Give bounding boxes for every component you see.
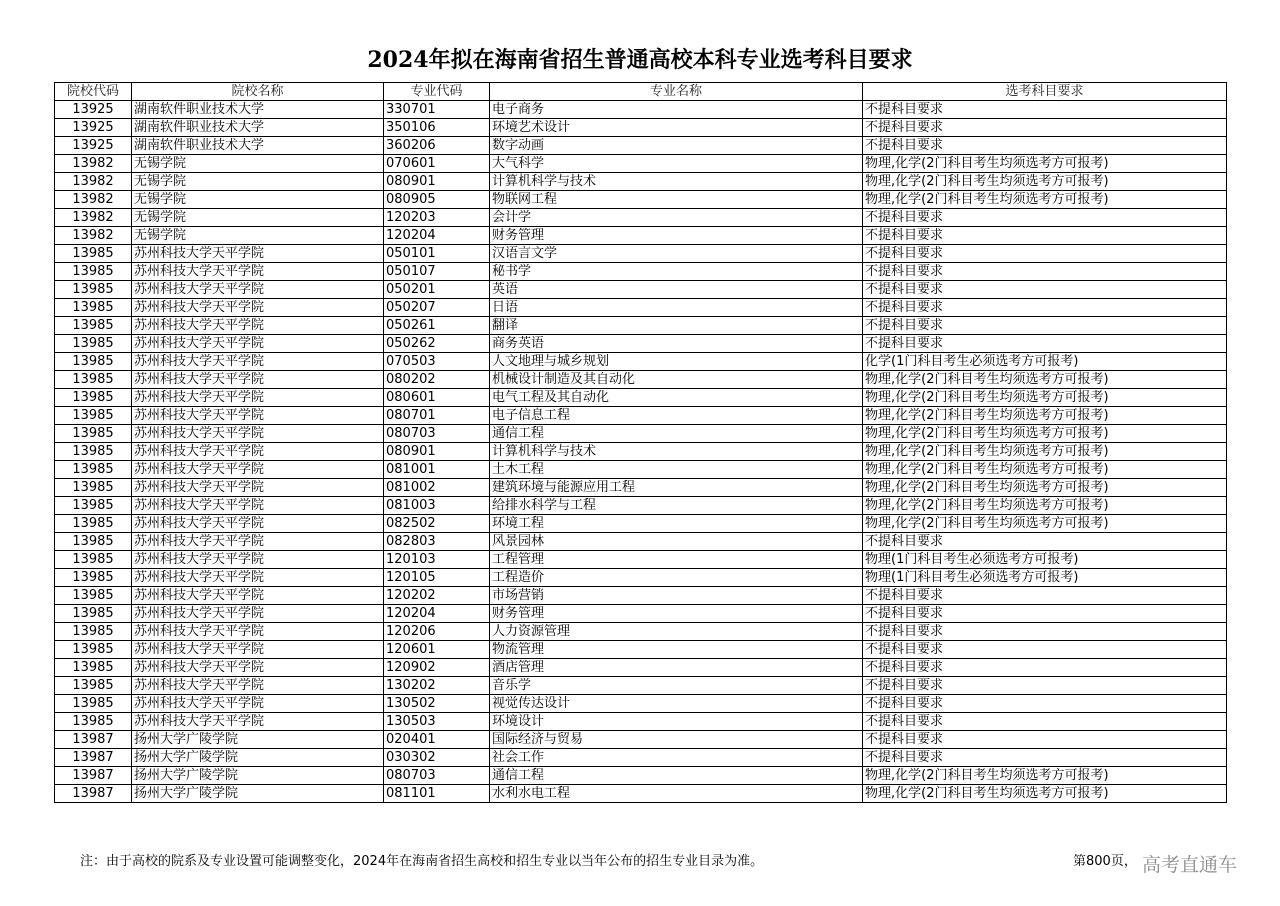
major-code-cell: 330701 [384,101,490,119]
major-name-cell: 财务管理 [490,605,863,623]
school-code-cell: 13982 [55,209,132,227]
major-name-cell: 水利水电工程 [490,785,863,803]
major-code-cell: 350106 [384,119,490,137]
major-code-cell: 070503 [384,353,490,371]
school-name-cell: 无锡学院 [132,155,384,173]
major-name-cell: 翻译 [490,317,863,335]
table-row [55,533,1227,551]
school-name-cell: 苏州科技大学天平学院 [132,551,384,569]
subject-requirement-cell: 不提科目要求 [863,119,1227,137]
major-name-cell: 社会工作 [490,749,863,767]
major-name-cell: 汉语言文学 [490,245,863,263]
table-row [55,479,1227,497]
major-name-cell: 环境艺术设计 [490,119,863,137]
school-code-cell: 13985 [55,605,132,623]
subject-requirement-cell: 不提科目要求 [863,137,1227,155]
page-title: 2024年拟在海南省招生普通高校本科专业选考科目要求 [367,47,913,73]
subject-requirement-cell: 物理,化学(2门科目考生均须选考方可报考) [863,785,1227,803]
table-row [55,101,1227,119]
table-row [55,335,1227,353]
subject-requirement-cell: 物理,化学(2门科目考生均须选考方可报考) [863,515,1227,533]
school-name-cell: 苏州科技大学天平学院 [132,371,384,389]
table-row [55,209,1227,227]
major-code-cell: 050207 [384,299,490,317]
school-name-cell: 苏州科技大学天平学院 [132,353,384,371]
school-name-cell: 苏州科技大学天平学院 [132,641,384,659]
school-name-cell: 苏州科技大学天平学院 [132,407,384,425]
subject-requirement-cell: 物理(1门科目考生必须选考方可报考) [863,551,1227,569]
major-code-cell: 080202 [384,371,490,389]
school-code-cell: 13985 [55,713,132,731]
subject-requirement-cell: 物理,化学(2门科目考生均须选考方可报考) [863,461,1227,479]
school-code-cell: 13985 [55,641,132,659]
table-row [55,623,1227,641]
school-name-cell: 湖南软件职业技术大学 [132,137,384,155]
major-code-cell: 120204 [384,605,490,623]
school-name-cell: 湖南软件职业技术大学 [132,119,384,137]
table-row [55,461,1227,479]
subject-requirement-cell: 不提科目要求 [863,677,1227,695]
school-code-cell: 13985 [55,299,132,317]
school-name-cell: 扬州大学广陵学院 [132,785,384,803]
school-code-cell: 13985 [55,479,132,497]
major-code-cell: 130502 [384,695,490,713]
school-code-cell: 13985 [55,677,132,695]
major-code-cell: 082502 [384,515,490,533]
subject-requirement-cell: 物理,化学(2门科目考生均须选考方可报考) [863,767,1227,785]
school-name-cell: 苏州科技大学天平学院 [132,245,384,263]
major-name-cell: 工程造价 [490,569,863,587]
major-code-cell: 050101 [384,245,490,263]
school-code-cell: 13985 [55,443,132,461]
subject-requirement-cell: 物理,化学(2门科目考生均须选考方可报考) [863,191,1227,209]
header-major-code: 专业代码 [384,83,490,101]
major-code-cell: 120601 [384,641,490,659]
major-name-cell: 数字动画 [490,137,863,155]
school-code-cell: 13985 [55,407,132,425]
school-name-cell: 苏州科技大学天平学院 [132,335,384,353]
school-code-cell: 13987 [55,767,132,785]
school-code-cell: 13925 [55,137,132,155]
subject-requirement-cell: 物理,化学(2门科目考生均须选考方可报考) [863,371,1227,389]
subject-requirement-cell: 不提科目要求 [863,749,1227,767]
subject-requirement-cell: 不提科目要求 [863,623,1227,641]
school-code-cell: 13985 [55,335,132,353]
major-name-cell: 土木工程 [490,461,863,479]
major-code-cell: 130503 [384,713,490,731]
subject-requirement-cell: 物理,化学(2门科目考生均须选考方可报考) [863,173,1227,191]
major-name-cell: 机械设计制造及其自动化 [490,371,863,389]
table-row [55,605,1227,623]
major-name-cell: 风景园林 [490,533,863,551]
table-row [55,443,1227,461]
table-row [55,731,1227,749]
subject-requirement-cell: 化学(1门科目考生必须选考方可报考) [863,353,1227,371]
subject-requirement-cell: 不提科目要求 [863,263,1227,281]
major-code-cell: 030302 [384,749,490,767]
school-code-cell: 13985 [55,371,132,389]
table-row [55,371,1227,389]
table-row [55,569,1227,587]
table-row [55,389,1227,407]
subject-requirement-cell: 不提科目要求 [863,605,1227,623]
major-code-cell: 020401 [384,731,490,749]
subject-requirement-cell: 物理,化学(2门科目考生均须选考方可报考) [863,425,1227,443]
table-row [55,155,1227,173]
school-name-cell: 无锡学院 [132,191,384,209]
table-row [55,785,1227,803]
major-name-cell: 会计学 [490,209,863,227]
major-code-cell: 080901 [384,173,490,191]
school-code-cell: 13985 [55,263,132,281]
subject-requirement-cell: 不提科目要求 [863,245,1227,263]
major-code-cell: 080601 [384,389,490,407]
subject-requirement-cell: 物理,化学(2门科目考生均须选考方可报考) [863,407,1227,425]
major-name-cell: 市场营销 [490,587,863,605]
major-name-cell: 日语 [490,299,863,317]
major-code-cell: 080703 [384,767,490,785]
major-code-cell: 050262 [384,335,490,353]
school-name-cell: 无锡学院 [132,173,384,191]
subject-requirement-cell: 不提科目要求 [863,713,1227,731]
school-name-cell: 苏州科技大学天平学院 [132,605,384,623]
table-row [55,299,1227,317]
table-row [55,281,1227,299]
school-name-cell: 苏州科技大学天平学院 [132,695,384,713]
school-name-cell: 扬州大学广陵学院 [132,767,384,785]
school-code-cell: 13985 [55,281,132,299]
school-name-cell: 苏州科技大学天平学院 [132,713,384,731]
subject-requirement-cell: 不提科目要求 [863,695,1227,713]
major-name-cell: 秘书学 [490,263,863,281]
major-name-cell: 物联网工程 [490,191,863,209]
major-name-cell: 物流管理 [490,641,863,659]
major-name-cell: 计算机科学与技术 [490,443,863,461]
table-body [55,101,1227,803]
school-name-cell: 湖南软件职业技术大学 [132,101,384,119]
major-name-cell: 大气科学 [490,155,863,173]
major-code-cell: 120103 [384,551,490,569]
school-name-cell: 苏州科技大学天平学院 [132,497,384,515]
header-school-name: 院校名称 [132,83,384,101]
subject-requirement-cell: 物理,化学(2门科目考生均须选考方可报考) [863,443,1227,461]
school-name-cell: 无锡学院 [132,227,384,245]
major-name-cell: 环境工程 [490,515,863,533]
major-name-cell: 国际经济与贸易 [490,731,863,749]
school-code-cell: 13985 [55,461,132,479]
major-code-cell: 080701 [384,407,490,425]
major-name-cell: 环境设计 [490,713,863,731]
school-name-cell: 苏州科技大学天平学院 [132,677,384,695]
subject-requirement-cell: 不提科目要求 [863,299,1227,317]
table-row [55,497,1227,515]
school-code-cell: 13985 [55,497,132,515]
major-code-cell: 130202 [384,677,490,695]
header-subject-requirement: 选考科目要求 [863,83,1227,101]
major-name-cell: 英语 [490,281,863,299]
subject-requirement-cell: 物理,化学(2门科目考生均须选考方可报考) [863,497,1227,515]
subject-requirement-cell: 不提科目要求 [863,281,1227,299]
footer-note: 注：由于高校的院系及专业设置可能调整变化，2024年在海南省招生高校和招生专业以当年公布的招生专业目录为准。 [80,854,764,869]
school-code-cell: 13982 [55,227,132,245]
major-name-cell: 通信工程 [490,425,863,443]
table-row [55,713,1227,731]
subject-requirement-cell: 不提科目要求 [863,533,1227,551]
major-name-cell: 计算机科学与技术 [490,173,863,191]
school-code-cell: 13985 [55,353,132,371]
major-name-cell: 人力资源管理 [490,623,863,641]
school-name-cell: 苏州科技大学天平学院 [132,659,384,677]
table-row [55,515,1227,533]
school-code-cell: 13985 [55,569,132,587]
major-name-cell: 视觉传达设计 [490,695,863,713]
school-code-cell: 13985 [55,551,132,569]
school-name-cell: 扬州大学广陵学院 [132,731,384,749]
table-row [55,587,1227,605]
major-code-cell: 120206 [384,623,490,641]
major-name-cell: 工程管理 [490,551,863,569]
table-row [55,173,1227,191]
subject-requirement-cell: 不提科目要求 [863,587,1227,605]
school-code-cell: 13985 [55,623,132,641]
major-code-cell: 050107 [384,263,490,281]
subject-requirement-cell: 不提科目要求 [863,317,1227,335]
page-number: 第800页， [1073,854,1137,869]
subject-requirement-cell: 物理(1门科目考生必须选考方可报考) [863,569,1227,587]
major-code-cell: 082803 [384,533,490,551]
major-code-cell: 081101 [384,785,490,803]
subject-requirement-cell: 不提科目要求 [863,227,1227,245]
table-row [55,749,1227,767]
school-code-cell: 13982 [55,155,132,173]
major-code-cell: 081001 [384,461,490,479]
school-name-cell: 苏州科技大学天平学院 [132,533,384,551]
major-name-cell: 通信工程 [490,767,863,785]
watermark: 高考直通车 [1142,854,1238,876]
major-code-cell: 050201 [384,281,490,299]
major-name-cell: 电子商务 [490,101,863,119]
major-code-cell: 120202 [384,587,490,605]
major-code-cell: 081002 [384,479,490,497]
major-code-cell: 360206 [384,137,490,155]
major-code-cell: 070601 [384,155,490,173]
table-row [55,245,1227,263]
major-name-cell: 电气工程及其自动化 [490,389,863,407]
table-row [55,551,1227,569]
school-code-cell: 13985 [55,425,132,443]
table-row [55,641,1227,659]
school-code-cell: 13982 [55,191,132,209]
major-code-cell: 080703 [384,425,490,443]
major-name-cell: 人文地理与城乡规划 [490,353,863,371]
school-name-cell: 苏州科技大学天平学院 [132,263,384,281]
requirements-table [54,82,1227,803]
table-row [55,119,1227,137]
table-row [55,677,1227,695]
major-name-cell: 电子信息工程 [490,407,863,425]
major-name-cell: 音乐学 [490,677,863,695]
school-name-cell: 苏州科技大学天平学院 [132,461,384,479]
subject-requirement-cell: 不提科目要求 [863,209,1227,227]
school-code-cell: 13985 [55,587,132,605]
major-name-cell: 给排水科学与工程 [490,497,863,515]
school-code-cell: 13985 [55,533,132,551]
school-name-cell: 苏州科技大学天平学院 [132,443,384,461]
school-code-cell: 13987 [55,785,132,803]
school-code-cell: 13925 [55,101,132,119]
school-code-cell: 13985 [55,389,132,407]
subject-requirement-cell: 物理,化学(2门科目考生均须选考方可报考) [863,155,1227,173]
major-name-cell: 酒店管理 [490,659,863,677]
major-code-cell: 120105 [384,569,490,587]
school-code-cell: 13985 [55,245,132,263]
school-code-cell: 13925 [55,119,132,137]
major-code-cell: 081003 [384,497,490,515]
table-row [55,767,1227,785]
school-code-cell: 13987 [55,749,132,767]
school-name-cell: 苏州科技大学天平学院 [132,299,384,317]
school-code-cell: 13985 [55,515,132,533]
header-major-name: 专业名称 [490,83,863,101]
major-name-cell: 商务英语 [490,335,863,353]
table-row [55,263,1227,281]
school-name-cell: 苏州科技大学天平学院 [132,425,384,443]
table-row [55,137,1227,155]
header-school-code: 院校代码 [55,83,132,101]
major-name-cell: 财务管理 [490,227,863,245]
subject-requirement-cell: 物理,化学(2门科目考生均须选考方可报考) [863,479,1227,497]
school-name-cell: 苏州科技大学天平学院 [132,587,384,605]
table-row [55,425,1227,443]
table-row [55,407,1227,425]
subject-requirement-cell: 不提科目要求 [863,101,1227,119]
table-row [55,191,1227,209]
table-row [55,317,1227,335]
subject-requirement-cell: 不提科目要求 [863,335,1227,353]
table-row [55,227,1227,245]
school-name-cell: 苏州科技大学天平学院 [132,515,384,533]
major-code-cell: 050261 [384,317,490,335]
major-code-cell: 120204 [384,227,490,245]
school-name-cell: 扬州大学广陵学院 [132,749,384,767]
school-code-cell: 13982 [55,173,132,191]
school-code-cell: 13987 [55,731,132,749]
table-row [55,659,1227,677]
table-header-row [55,83,1227,101]
major-code-cell: 080901 [384,443,490,461]
school-code-cell: 13985 [55,695,132,713]
major-code-cell: 120203 [384,209,490,227]
school-code-cell: 13985 [55,317,132,335]
subject-requirement-cell: 不提科目要求 [863,731,1227,749]
table-row [55,695,1227,713]
school-name-cell: 苏州科技大学天平学院 [132,623,384,641]
school-name-cell: 苏州科技大学天平学院 [132,281,384,299]
school-name-cell: 苏州科技大学天平学院 [132,389,384,407]
school-name-cell: 苏州科技大学天平学院 [132,479,384,497]
subject-requirement-cell: 物理,化学(2门科目考生均须选考方可报考) [863,389,1227,407]
subject-requirement-cell: 不提科目要求 [863,641,1227,659]
school-name-cell: 苏州科技大学天平学院 [132,317,384,335]
school-name-cell: 苏州科技大学天平学院 [132,569,384,587]
school-code-cell: 13985 [55,659,132,677]
major-code-cell: 080905 [384,191,490,209]
subject-requirement-cell: 不提科目要求 [863,659,1227,677]
major-code-cell: 120902 [384,659,490,677]
table-row [55,353,1227,371]
school-name-cell: 无锡学院 [132,209,384,227]
major-name-cell: 建筑环境与能源应用工程 [490,479,863,497]
